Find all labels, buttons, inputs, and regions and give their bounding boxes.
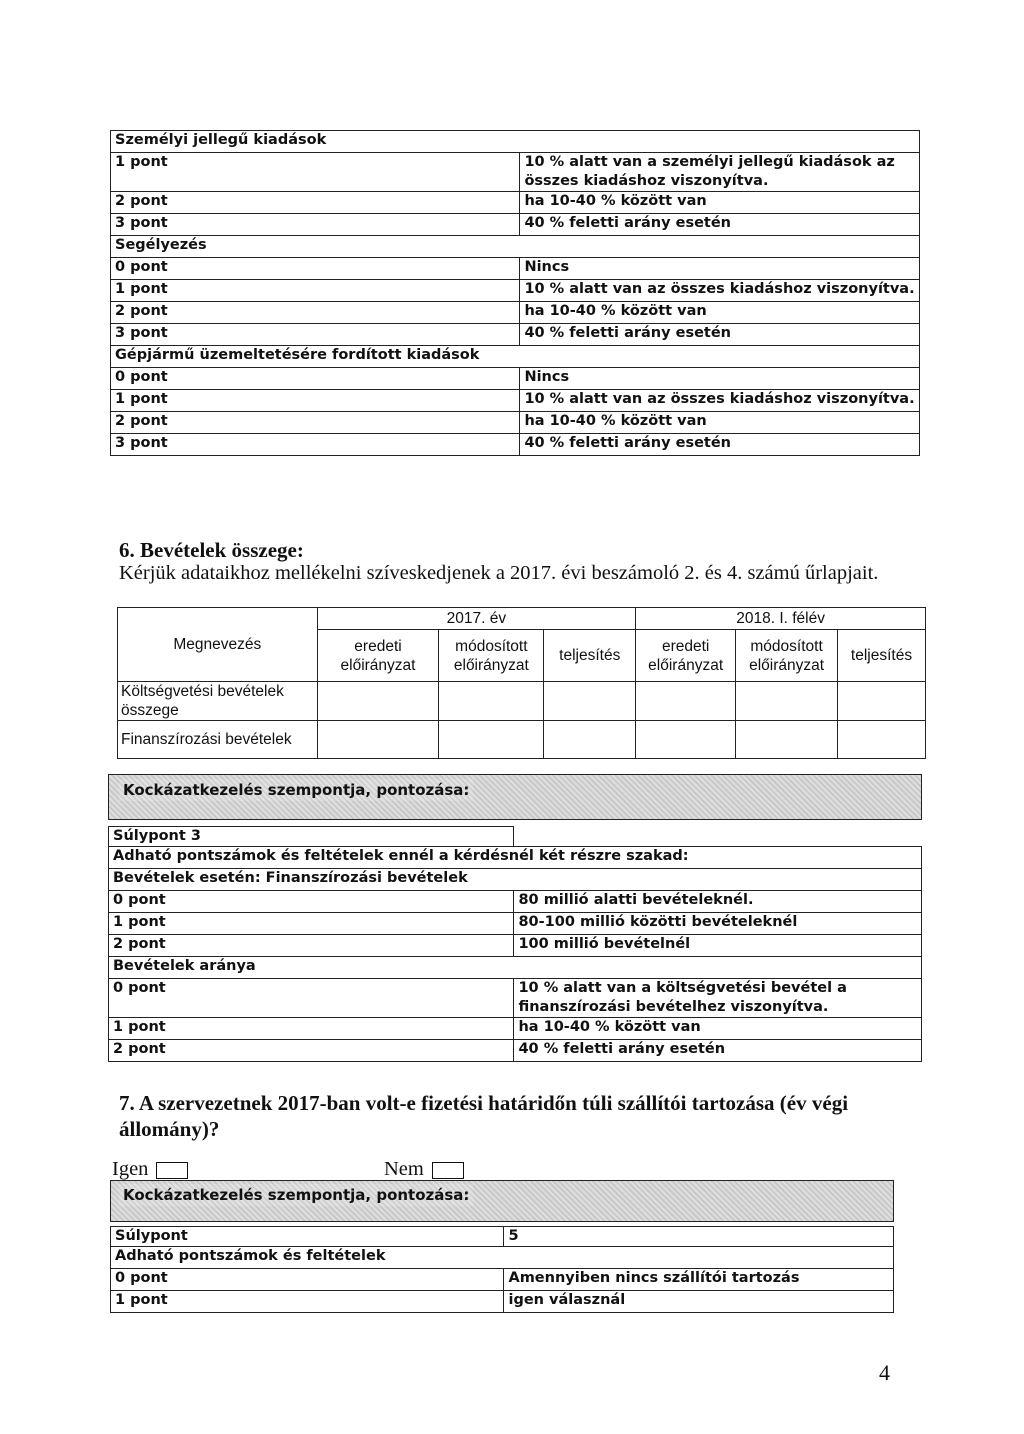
condition-text: 40 % feletti arány esetén xyxy=(514,1040,922,1062)
section-label: Segélyezés xyxy=(111,236,920,258)
criteria-row xyxy=(111,1291,894,1313)
input-cell[interactable] xyxy=(838,682,926,721)
criteria-row xyxy=(111,1269,894,1291)
points-label: 0 pont xyxy=(111,1269,504,1291)
criteria-row xyxy=(111,153,920,192)
row-label: Finanszírozási bevételek xyxy=(118,721,318,759)
input-cell[interactable] xyxy=(736,682,838,721)
sub-header: teljesítés xyxy=(544,630,636,682)
input-cell[interactable] xyxy=(636,682,736,721)
sub-header: eredeti előirányzat xyxy=(636,630,736,682)
sub-header: teljesítés xyxy=(838,630,926,682)
points-label: 2 pont xyxy=(111,302,520,324)
sub-header: módosított előirányzat xyxy=(439,630,544,682)
col-header-name: Megnevezés xyxy=(118,608,318,682)
input-cell[interactable] xyxy=(544,682,636,721)
points-label: 0 pont xyxy=(109,891,514,913)
points-label: 1 pont xyxy=(111,280,520,302)
criteria-row xyxy=(111,434,920,456)
yes-label: Igen xyxy=(112,1158,149,1180)
points-label: 1 pont xyxy=(111,1291,504,1313)
risk-title: Kockázatkezelés szempontja, pontozása: xyxy=(119,779,473,801)
points-label: 1 pont xyxy=(111,153,520,192)
input-cell[interactable] xyxy=(317,721,439,759)
condition-text: 100 millió bevételnél xyxy=(514,935,922,957)
section-row xyxy=(109,847,922,869)
risk-header-2 xyxy=(110,1180,894,1222)
condition-text: Amennyiben nincs szállítói tartozás xyxy=(504,1269,894,1291)
input-cell[interactable] xyxy=(736,721,838,759)
col-header-year2: 2018. I. félév xyxy=(636,608,926,630)
condition-text: 40 % feletti arány esetén xyxy=(520,434,920,456)
condition-text: Nincs xyxy=(520,368,920,390)
criteria-row xyxy=(111,412,920,434)
input-cell[interactable] xyxy=(636,721,736,759)
input-cell[interactable] xyxy=(838,721,926,759)
section-label: Személyi jellegű kiadások xyxy=(111,131,920,153)
section-row xyxy=(111,236,920,258)
condition-text: Nincs xyxy=(520,258,920,280)
sub-header: módosított előirányzat xyxy=(736,630,838,682)
points-label: 3 pont xyxy=(111,214,520,236)
criteria-row xyxy=(111,368,920,390)
points-label: 0 pont xyxy=(111,258,520,280)
condition-text: 80-100 millió közötti bevételeknél xyxy=(514,913,922,935)
criteria-row xyxy=(109,1040,922,1062)
condition-text: 80 millió alatti bevételeknél. xyxy=(514,891,922,913)
section-row xyxy=(109,957,922,979)
condition-text: 40 % feletti arány esetén xyxy=(520,324,920,346)
condition-text: 10 % alatt van a költségvetési bevétel a finanszírozási bevételhez viszonyítva. xyxy=(514,979,922,1018)
criteria-table-expenses xyxy=(110,130,920,456)
condition-text: igen válasznál xyxy=(504,1291,894,1313)
input-cell[interactable] xyxy=(544,721,636,759)
criteria-row xyxy=(111,324,920,346)
points-label: 2 pont xyxy=(109,1040,514,1062)
input-cell[interactable] xyxy=(317,682,439,721)
criteria-row xyxy=(109,979,922,1018)
section-label: Adható pontszámok és feltételek ennél a kérdésnél két részre szakad: xyxy=(109,847,922,869)
section-label: Bevételek esetén: Finanszírozási bevételek xyxy=(109,869,922,891)
answer-yes[interactable] xyxy=(112,1158,188,1181)
criteria-row xyxy=(111,258,920,280)
condition-text: 40 % feletti arány esetén xyxy=(520,214,920,236)
page-number: 4 xyxy=(879,1360,890,1385)
section-6-note: Kérjük adataikhoz mellékelni szíveskedjenek a 2017. évi beszámoló 2. és 4. számú űrlapjait. xyxy=(119,562,879,584)
yes-checkbox[interactable] xyxy=(156,1162,188,1179)
weight-label: Súlypont 3 xyxy=(109,827,514,847)
points-label: 0 pont xyxy=(111,368,520,390)
criteria-row xyxy=(109,891,922,913)
weight-label: Súlypont xyxy=(111,1227,504,1247)
criteria-table-debt xyxy=(110,1226,894,1313)
points-label: 0 pont xyxy=(109,979,514,1018)
col-header-year1: 2017. év xyxy=(317,608,636,630)
condition-text: ha 10-40 % között van xyxy=(520,302,920,324)
points-label: 1 pont xyxy=(109,913,514,935)
section-label: Bevételek aránya xyxy=(109,957,922,979)
points-label: 2 pont xyxy=(111,192,520,214)
no-label: Nem xyxy=(384,1158,424,1180)
criteria-row xyxy=(111,390,920,412)
row-label: Költségvetési bevételek összege xyxy=(118,682,318,721)
section-row xyxy=(111,1247,894,1269)
answer-no[interactable] xyxy=(384,1158,464,1181)
criteria-row xyxy=(111,280,920,302)
input-cell[interactable] xyxy=(439,721,544,759)
weight-value xyxy=(514,827,922,847)
points-label: 1 pont xyxy=(109,1018,514,1040)
points-label: 3 pont xyxy=(111,324,520,346)
section-6-heading: 6. Bevételek összege: xyxy=(119,538,304,562)
condition-text: ha 10-40 % között van xyxy=(514,1018,922,1040)
criteria-row xyxy=(111,214,920,236)
points-label: 3 pont xyxy=(111,434,520,456)
weight-value: 5 xyxy=(504,1227,894,1247)
condition-text: 10 % alatt van az összes kiadáshoz viszonyítva. xyxy=(520,390,920,412)
revenue-table xyxy=(117,607,926,759)
points-label: 2 pont xyxy=(109,935,514,957)
section-row xyxy=(111,346,920,368)
section-7-heading: 7. A szervezetnek 2017-ban volt-e fizetési határidőn túli szállítói tartozása (év végi állomány)? xyxy=(119,1091,849,1141)
criteria-row xyxy=(109,935,922,957)
condition-text: 10 % alatt van az összes kiadáshoz viszonyítva. xyxy=(520,280,920,302)
criteria-row xyxy=(109,913,922,935)
input-cell[interactable] xyxy=(439,682,544,721)
risk-header-1 xyxy=(108,774,922,820)
condition-text: ha 10-40 % között van xyxy=(520,192,920,214)
criteria-row xyxy=(111,302,920,324)
section-label: Adható pontszámok és feltételek xyxy=(111,1247,894,1269)
condition-text: 10 % alatt van a személyi jellegű kiadások az összes kiadáshoz viszonyítva. xyxy=(520,153,920,192)
criteria-table-revenue xyxy=(108,826,922,1062)
criteria-row xyxy=(111,192,920,214)
points-label: 1 pont xyxy=(111,390,520,412)
section-label: Gépjármű üzemeltetésére fordított kiadások xyxy=(111,346,920,368)
no-checkbox[interactable] xyxy=(432,1162,464,1179)
section-row xyxy=(111,131,920,153)
section-row xyxy=(109,869,922,891)
points-label: 2 pont xyxy=(111,412,520,434)
criteria-row xyxy=(109,1018,922,1040)
condition-text: ha 10-40 % között van xyxy=(520,412,920,434)
risk-title: Kockázatkezelés szempontja, pontozása: xyxy=(119,1184,473,1206)
sub-header: eredeti előirányzat xyxy=(317,630,439,682)
